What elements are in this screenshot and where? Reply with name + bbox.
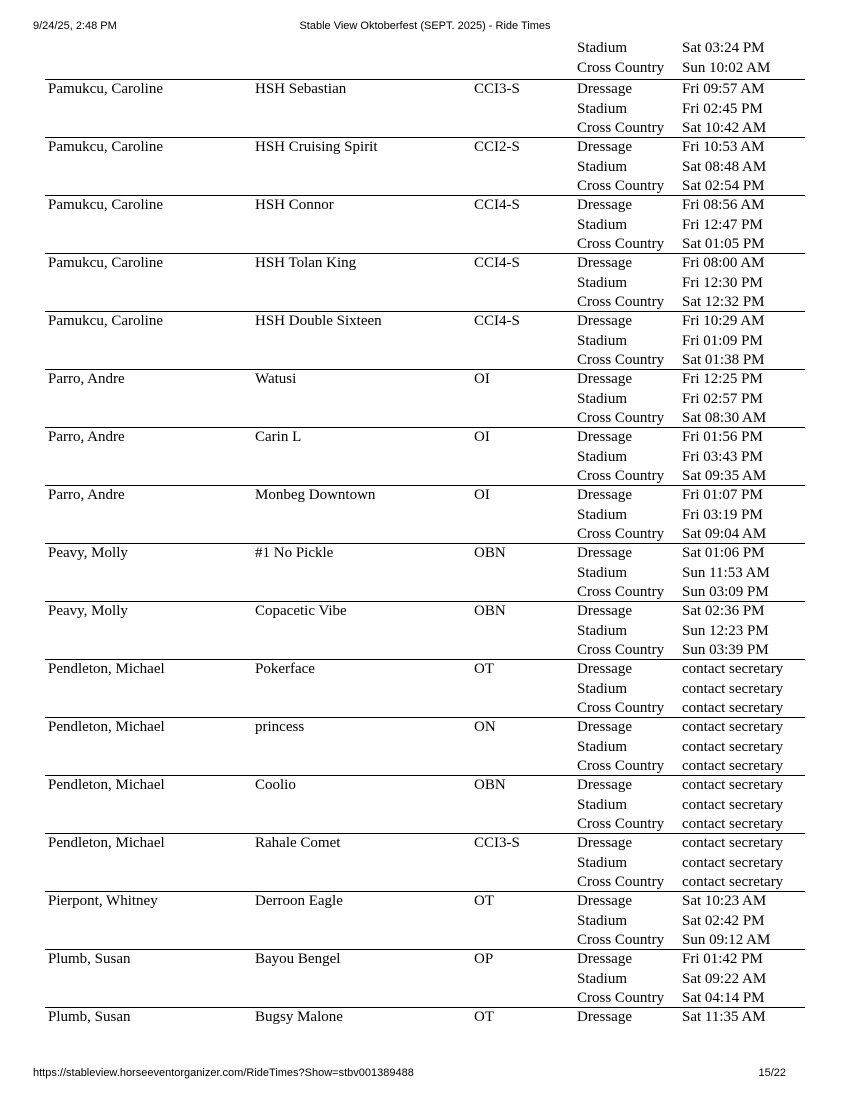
ride-time: Sun 09:12 AM (682, 932, 771, 949)
phase-list (577, 544, 664, 603)
phase-label: Cross Country (577, 236, 665, 253)
table-row (45, 79, 805, 137)
page-title: Stable View Oktoberfest (SEPT. 2025) - Ride Times (299, 20, 551, 32)
table-row (45, 427, 805, 485)
phase-label: Dressage (577, 893, 632, 909)
horse-name: Coolio (255, 777, 296, 793)
print-footer (33, 1067, 817, 1083)
horse-name: princess (255, 719, 305, 735)
table-row (45, 195, 805, 253)
time-list (682, 718, 783, 777)
time-list (682, 660, 783, 719)
time-list (682, 428, 766, 487)
phase-label: Cross Country (577, 758, 665, 775)
division: CCI4-S (474, 313, 520, 329)
phase-label: Cross Country (577, 816, 665, 833)
division: OT (474, 661, 494, 677)
table-row (45, 775, 805, 833)
ride-time: Sat 09:35 AM (682, 468, 767, 485)
horse-name: Copacetic Vibe (255, 603, 347, 619)
rider-name: Pamukcu, Caroline (48, 313, 163, 329)
phase-label: Dressage (577, 661, 632, 677)
phase-list (577, 660, 664, 719)
ride-time: Sat 08:48 AM (682, 158, 767, 175)
ride-time: Fri 03:19 PM (682, 506, 763, 523)
phase-list (577, 138, 664, 197)
ride-time: Sat 08:30 AM (682, 410, 767, 427)
phase-label: Stadium (577, 680, 628, 697)
ride-time: Sat 02:42 PM (682, 912, 765, 929)
horse-name: HSH Tolan King (255, 255, 357, 271)
table-row (45, 833, 805, 891)
time-list (682, 486, 766, 545)
table-row (45, 1007, 805, 1027)
phase-label: Dressage (577, 429, 632, 445)
division: OT (474, 893, 494, 909)
time-list (682, 312, 765, 371)
division: OI (474, 487, 490, 503)
division: CCI3-S (474, 835, 520, 851)
phase-label: Dressage (577, 777, 632, 793)
phase-list: Stadium Cross Country (577, 40, 665, 76)
ride-time: Fri 01:56 PM (682, 429, 763, 445)
time-list (682, 776, 783, 835)
phase-label: Cross Country (577, 410, 665, 427)
table-row (45, 717, 805, 775)
time-list (682, 544, 770, 603)
page-number: 15/22 (758, 1067, 786, 1079)
time-list (682, 80, 766, 139)
ride-time: Sat 04:14 PM (682, 990, 765, 1007)
ride-time: Fri 08:00 AM (682, 255, 765, 271)
time-list (682, 138, 766, 197)
phase-label: Dressage (577, 255, 632, 271)
horse-name: Derroon Eagle (255, 893, 343, 909)
table-row (45, 253, 805, 311)
ride-time: Sun 12:23 PM (682, 622, 769, 639)
division: OT (474, 1009, 494, 1025)
phase-label: Dressage (577, 719, 632, 735)
phase-list (577, 892, 664, 951)
table-row (45, 659, 805, 717)
phase-list (577, 196, 664, 255)
ride-time: contact secretary (682, 796, 784, 813)
rider-name: Parro, Andre (48, 487, 125, 503)
horse-name: Rahale Comet (255, 835, 341, 851)
phase-list (577, 312, 664, 371)
phase-list (577, 254, 664, 313)
phase-label: Stadium (577, 796, 628, 813)
time-list (682, 834, 783, 893)
rider-name: Pierpont, Whitney (48, 893, 158, 909)
ride-time: Sat 01:05 PM (682, 236, 765, 253)
ride-times-table (45, 39, 805, 1027)
ride-time: Sat 11:35 AM (682, 1009, 766, 1025)
table-row (45, 485, 805, 543)
phase-label: Cross Country (577, 468, 665, 485)
phase-label: Dressage (577, 951, 632, 967)
phase-label: Dressage (577, 487, 632, 503)
ride-time: Fri 12:25 PM (682, 371, 763, 387)
time-list (682, 892, 770, 951)
division: OBN (474, 603, 506, 619)
phase-label: Cross Country (577, 584, 665, 601)
phase-label: Dressage (577, 139, 632, 155)
table-row-continued (45, 39, 805, 79)
rider-name: Parro, Andre (48, 429, 125, 445)
division: CCI3-S (474, 81, 520, 97)
time-list (682, 1008, 766, 1028)
table-row (45, 543, 805, 601)
phase-label: Cross Country (577, 120, 665, 137)
phase-label: Cross Country (577, 294, 665, 311)
division: OI (474, 429, 490, 445)
horse-name: HSH Double Sixteen (255, 313, 382, 329)
horse-name: Bugsy Malone (255, 1009, 343, 1025)
ride-time: Sat 09:22 AM (682, 970, 767, 987)
phase-label: Dressage (577, 197, 632, 213)
time-list: Sat 03:24 PM Sun 10:02 AM (682, 40, 771, 76)
ride-time: contact secretary (682, 680, 784, 697)
table-row (45, 891, 805, 949)
rider-name: Pendleton, Michael (48, 777, 165, 793)
ride-time: Sun 11:53 AM (682, 564, 770, 581)
division: OI (474, 371, 490, 387)
ride-time: Sat 10:42 AM (682, 120, 767, 137)
ride-time: Fri 01:07 PM (682, 487, 763, 503)
ride-time: Fri 02:45 PM (682, 100, 763, 117)
rider-name: Pendleton, Michael (48, 661, 165, 677)
horse-name: Carin L (255, 429, 302, 445)
phase-label: Dressage (577, 835, 632, 851)
horse-name: Pokerface (255, 661, 315, 677)
ride-time: contact secretary (682, 661, 784, 677)
phase-label: Cross Country (577, 178, 665, 195)
print-header (33, 20, 817, 36)
ride-time: contact secretary (682, 816, 784, 833)
phase-list (577, 1008, 632, 1028)
phase-list (577, 486, 664, 545)
phase-label: Stadium (577, 622, 628, 639)
page-url: https://stableview.horseeventorganizer.com/RideTimes?Show=stbv001389488 (33, 1067, 414, 1079)
ride-time: contact secretary (682, 719, 784, 735)
phase-label: Cross Country (577, 932, 665, 949)
horse-name: #1 No Pickle (255, 545, 334, 561)
rider-name: Pendleton, Michael (48, 835, 165, 851)
division: ON (474, 719, 496, 735)
phase-list (577, 602, 664, 661)
phase-label: Cross Country (577, 990, 665, 1007)
phase-label: Cross Country (577, 526, 665, 543)
ride-time: Sun 03:09 PM (682, 584, 769, 601)
rider-name: Plumb, Susan (48, 951, 131, 967)
phase-label: Stadium (577, 970, 628, 987)
phase-label: Stadium (577, 912, 628, 929)
horse-name: HSH Sebastian (255, 81, 347, 97)
rider-name: Pamukcu, Caroline (48, 197, 163, 213)
rider-name: Pamukcu, Caroline (48, 255, 163, 271)
ride-time: Sat 02:54 PM (682, 178, 765, 195)
ride-time: Fri 10:53 AM (682, 139, 765, 155)
ride-time: contact secretary (682, 777, 784, 793)
division: OBN (474, 777, 506, 793)
table-row (45, 369, 805, 427)
rider-name: Pendleton, Michael (48, 719, 165, 735)
rider-name: Pamukcu, Caroline (48, 81, 163, 97)
phase-label: Stadium (577, 158, 628, 175)
rider-name: Parro, Andre (48, 371, 125, 387)
time-list (682, 254, 765, 313)
ride-time: Fri 03:43 PM (682, 448, 763, 465)
phase-label: Stadium (577, 100, 628, 117)
phase-label: Stadium (577, 274, 628, 291)
ride-time: Fri 01:09 PM (682, 332, 763, 349)
ride-time: Sat 10:23 AM (682, 893, 767, 909)
phase-label: Stadium (577, 390, 628, 407)
phase-label: Dressage (577, 1009, 632, 1025)
phase-label: Stadium (577, 564, 628, 581)
ride-time: contact secretary (682, 854, 784, 871)
phase-label: Cross Country (577, 642, 665, 659)
ride-time: Fri 01:42 PM (682, 951, 763, 967)
ride-time: Fri 08:56 AM (682, 197, 765, 213)
phase-label: Stadium (577, 506, 628, 523)
ride-time: Sat 12:32 PM (682, 294, 765, 311)
ride-time: Sat 01:06 PM (682, 545, 765, 561)
phase-label: Dressage (577, 313, 632, 329)
ride-time: Sat 09:04 AM (682, 526, 767, 543)
phase-label: Stadium (577, 854, 628, 871)
ride-time: Sat 02:36 PM (682, 603, 765, 619)
phase-label: Cross Country (577, 352, 665, 369)
phase-label: Cross Country (577, 700, 665, 717)
phase-list (577, 80, 664, 139)
phase-list (577, 950, 664, 1009)
ride-time: Fri 09:57 AM (682, 81, 765, 97)
horse-name: Monbeg Downtown (255, 487, 376, 503)
ride-time: Fri 02:57 PM (682, 390, 763, 407)
phase-list (577, 370, 664, 429)
print-timestamp: 9/24/25, 2:48 PM (33, 20, 117, 32)
division: CCI4-S (474, 255, 520, 271)
table-row (45, 137, 805, 195)
phase-list (577, 776, 664, 835)
ride-time: Fri 10:29 AM (682, 313, 765, 329)
horse-name: Watusi (255, 371, 297, 387)
phase-list (577, 718, 664, 777)
time-list (682, 602, 769, 661)
phase-label: Stadium (577, 448, 628, 465)
rider-name: Peavy, Molly (48, 603, 128, 619)
ride-time: Sun 03:39 PM (682, 642, 769, 659)
table-row (45, 949, 805, 1007)
ride-time: Sat 01:38 PM (682, 352, 765, 369)
rider-name: Peavy, Molly (48, 545, 128, 561)
rider-name: Pamukcu, Caroline (48, 139, 163, 155)
division: CCI2-S (474, 139, 520, 155)
phase-label: Dressage (577, 371, 632, 387)
horse-name: HSH Connor (255, 197, 334, 213)
phase-label: Cross Country (577, 874, 665, 891)
time-list (682, 196, 765, 255)
phase-label: Dressage (577, 81, 632, 97)
time-list (682, 370, 766, 429)
ride-time: contact secretary (682, 738, 784, 755)
horse-name: Bayou Bengel (255, 951, 341, 967)
ride-time: contact secretary (682, 835, 784, 851)
phase-list (577, 834, 664, 893)
phase-label: Stadium (577, 738, 628, 755)
phase-label: Dressage (577, 545, 632, 561)
phase-label: Stadium (577, 216, 628, 233)
phase-label: Dressage (577, 603, 632, 619)
phase-list (577, 428, 664, 487)
time-list (682, 950, 766, 1009)
ride-time: Fri 12:30 PM (682, 274, 763, 291)
ride-time: contact secretary (682, 874, 784, 891)
rider-name: Plumb, Susan (48, 1009, 131, 1025)
phase-label: Stadium (577, 332, 628, 349)
division: OP (474, 951, 494, 967)
table-row (45, 311, 805, 369)
table-row (45, 601, 805, 659)
horse-name: HSH Cruising Spirit (255, 139, 378, 155)
ride-time: contact secretary (682, 758, 784, 775)
division: CCI4-S (474, 197, 520, 213)
ride-time: contact secretary (682, 700, 784, 717)
division: OBN (474, 545, 506, 561)
ride-time: Fri 12:47 PM (682, 216, 763, 233)
